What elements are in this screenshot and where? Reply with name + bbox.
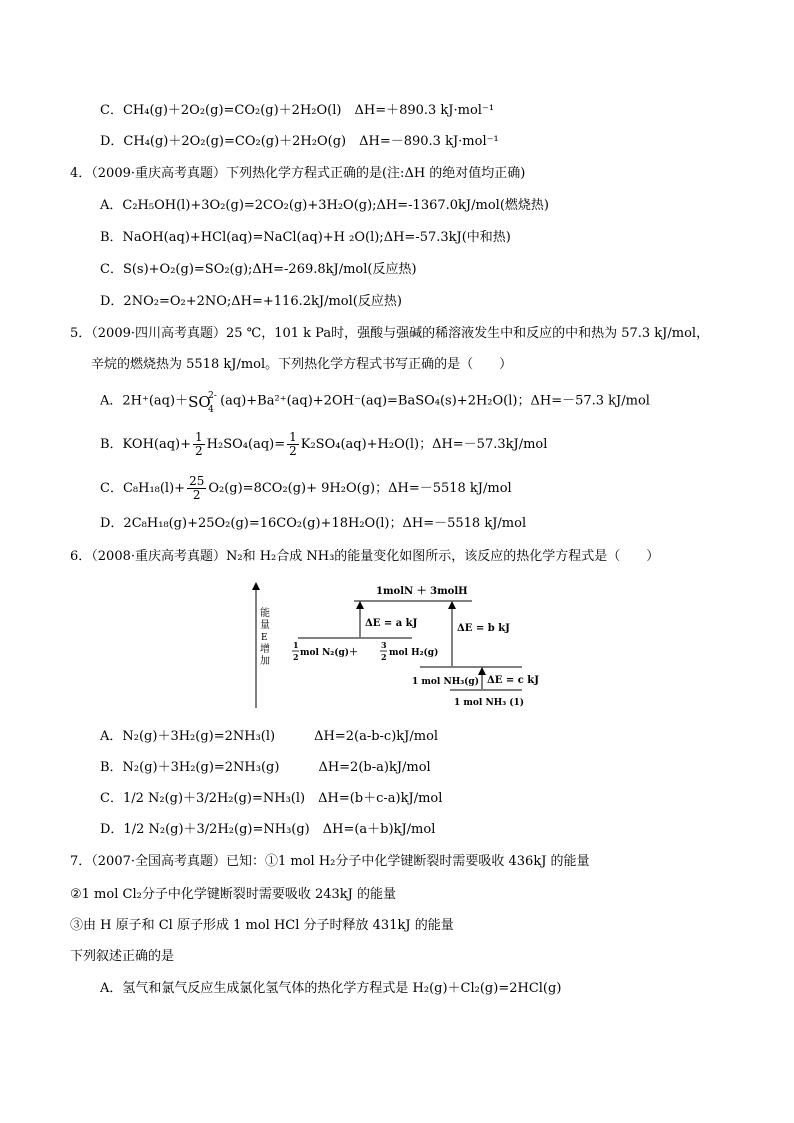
- nh3-liquid-label: 1 mol NH₃ (1): [454, 698, 525, 708]
- question-5-stem-cont: 辛烷的燃烧热为 5518 kJ/mol。下列热化学方程式书写正确的是（ ）: [91, 357, 513, 372]
- delta-e-a: ΔE = a kJ: [365, 618, 418, 629]
- option-6a: A．N₂(g)＋3H₂(g)=2NH₃(l) ΔH=2(a-b-c)kJ/mol: [100, 729, 439, 744]
- option-7a: A．氢气和氯气反应生成氯化氢气体的热化学方程式是 H₂(g)＋Cl₂(g)=2HCl(g): [100, 981, 562, 996]
- option-5c: [100, 475, 512, 502]
- option-5b: [100, 431, 547, 458]
- option-4a: A．C₂H₅OH(l)+3O₂(g)=2CO₂(g)+3H₂O(g);ΔH=-1367.0kJ/mol(燃烧热): [100, 198, 549, 213]
- option-6d: D．1/2 N₂(g)＋3/2H₂(g)=NH₃(g) ΔH=(a＋b)kJ/mol: [100, 822, 436, 837]
- sulfate-subscript: 4: [208, 405, 214, 415]
- nh3-gas-label: 1 mol NH₃(g): [412, 677, 479, 687]
- option-5c-post: O₂(g)=8CO₂(g)+ 9H₂O(g)；ΔH=－5518 kJ/mol: [208, 481, 512, 496]
- frac1-den: 2: [293, 652, 299, 662]
- axis-char-3: E: [261, 633, 268, 643]
- option-5b-post: K₂SO₄(aq)+H₂O(l)；ΔH=－57.3kJ/mol: [300, 437, 548, 452]
- option-6b: B．N₂(g)＋3H₂(g)=2NH₃(g) ΔH=2(b-a)kJ/mol: [100, 760, 431, 775]
- fraction-num: 1: [195, 430, 203, 444]
- option-5b-mid: H₂SO₄(aq)=: [206, 437, 286, 452]
- delta-e-b: ΔE = b kJ: [457, 623, 510, 634]
- option-5a-post: (aq)+Ba²⁺(aq)+2OH⁻(aq)=BaSO₄(s)+2H₂O(l)；ΔH=－57.3 kJ/mol: [220, 393, 650, 409]
- fraction-half: [193, 431, 205, 458]
- option-6c: C．1/2 N₂(g)＋3/2H₂(g)=NH₃(l) ΔH=(b＋c-a)kJ/mol: [100, 791, 443, 806]
- fraction-num: 1: [289, 430, 297, 444]
- option-3c: C．CH₄(g)＋2O₂(g)=CO₂(g)＋2H₂O(l) ΔH=＋890.3 kJ·mol⁻¹: [100, 103, 495, 118]
- frac2-den: 2: [381, 652, 387, 662]
- axis-char-2: 量: [260, 620, 270, 631]
- fraction-half: [287, 431, 299, 458]
- fraction-25-2: [187, 475, 206, 502]
- frac2-num: 3: [381, 640, 387, 650]
- option-4b: B．NaOH(aq)+HCl(aq)=NaCl(aq)+H ₂O(l);ΔH=-57.3kJ(中和热): [100, 230, 511, 245]
- axis-char-5: 加: [260, 656, 270, 667]
- option-5a: [100, 391, 650, 415]
- question-7-line-4: 下列叙述正确的是: [70, 949, 175, 964]
- reactants-label-2: mol H₂(g): [389, 648, 439, 658]
- energy-diagram: [250, 578, 550, 714]
- option-4d: D．2NO₂=O₂+2NO;ΔH=+116.2kJ/mol(反应热): [100, 294, 402, 309]
- option-5d: D．2C₈H₁₈(g)+25O₂(g)=16CO₂(g)+18H₂O(l)；ΔH=－5518 kJ/mol: [100, 516, 527, 531]
- sulfate-ion: [188, 391, 220, 415]
- sulfate-charge: 2-: [208, 391, 217, 401]
- fraction-num: 25: [189, 474, 205, 488]
- question-7-line-3: ③由 H 原子和 Cl 原子形成 1 mol HCl 分子时释放 431kJ 的能量: [70, 918, 454, 933]
- axis-char-1: 能: [260, 608, 270, 619]
- delta-e-c: ΔE = c kJ: [487, 675, 539, 686]
- fraction-den: 2: [192, 488, 201, 502]
- axis-char-4: 增: [260, 644, 270, 655]
- option-5c-pre: C．C₈H₁₈(l)+: [100, 481, 186, 496]
- option-5a-pre: A．2H⁺(aq)＋: [100, 393, 189, 409]
- question-7-stem: 7．（2007·全国高考真题）已知：①1 mol H₂分子中化学键断裂时需要吸收 436kJ 的能量: [70, 854, 590, 869]
- sulfate-base: SO: [188, 393, 211, 411]
- question-4-stem: 4．（2009·重庆高考真题）下列热化学方程式正确的是(注:ΔH 的绝对值均正确): [70, 166, 526, 181]
- question-5-stem: 5．（2009·四川高考真题）25 ℃，101 k Pa时，强酸与强碱的稀溶液发生中和反应的中和热为 57.3 kJ/mol，: [70, 326, 710, 341]
- option-3d: D．CH₄(g)＋2O₂(g)=CO₂(g)＋2H₂O(g) ΔH=－890.3 kJ·mol⁻¹: [100, 134, 499, 149]
- question-6-stem: 6．（2008·重庆高考真题）N₂和 H₂合成 NH₃的能量变化如图所示，该反应的热化学方程式是（ ）: [70, 549, 660, 564]
- reactants-label: mol N₂(g)＋: [300, 648, 359, 658]
- question-7-line-2: ②1 mol Cl₂分子中化学键断裂时需要吸收 243kJ 的能量: [70, 887, 396, 902]
- option-4c: C．S(s)+O₂(g)=SO₂(g);ΔH=-269.8kJ/mol(反应热): [100, 262, 417, 277]
- fraction-den: 2: [195, 444, 203, 458]
- fraction-den: 2: [289, 444, 297, 458]
- option-5b-pre: B．KOH(aq)+: [100, 437, 192, 452]
- frac1-num: 1: [293, 640, 299, 650]
- atoms-level-label: 1molN ＋ 3molH: [376, 586, 468, 597]
